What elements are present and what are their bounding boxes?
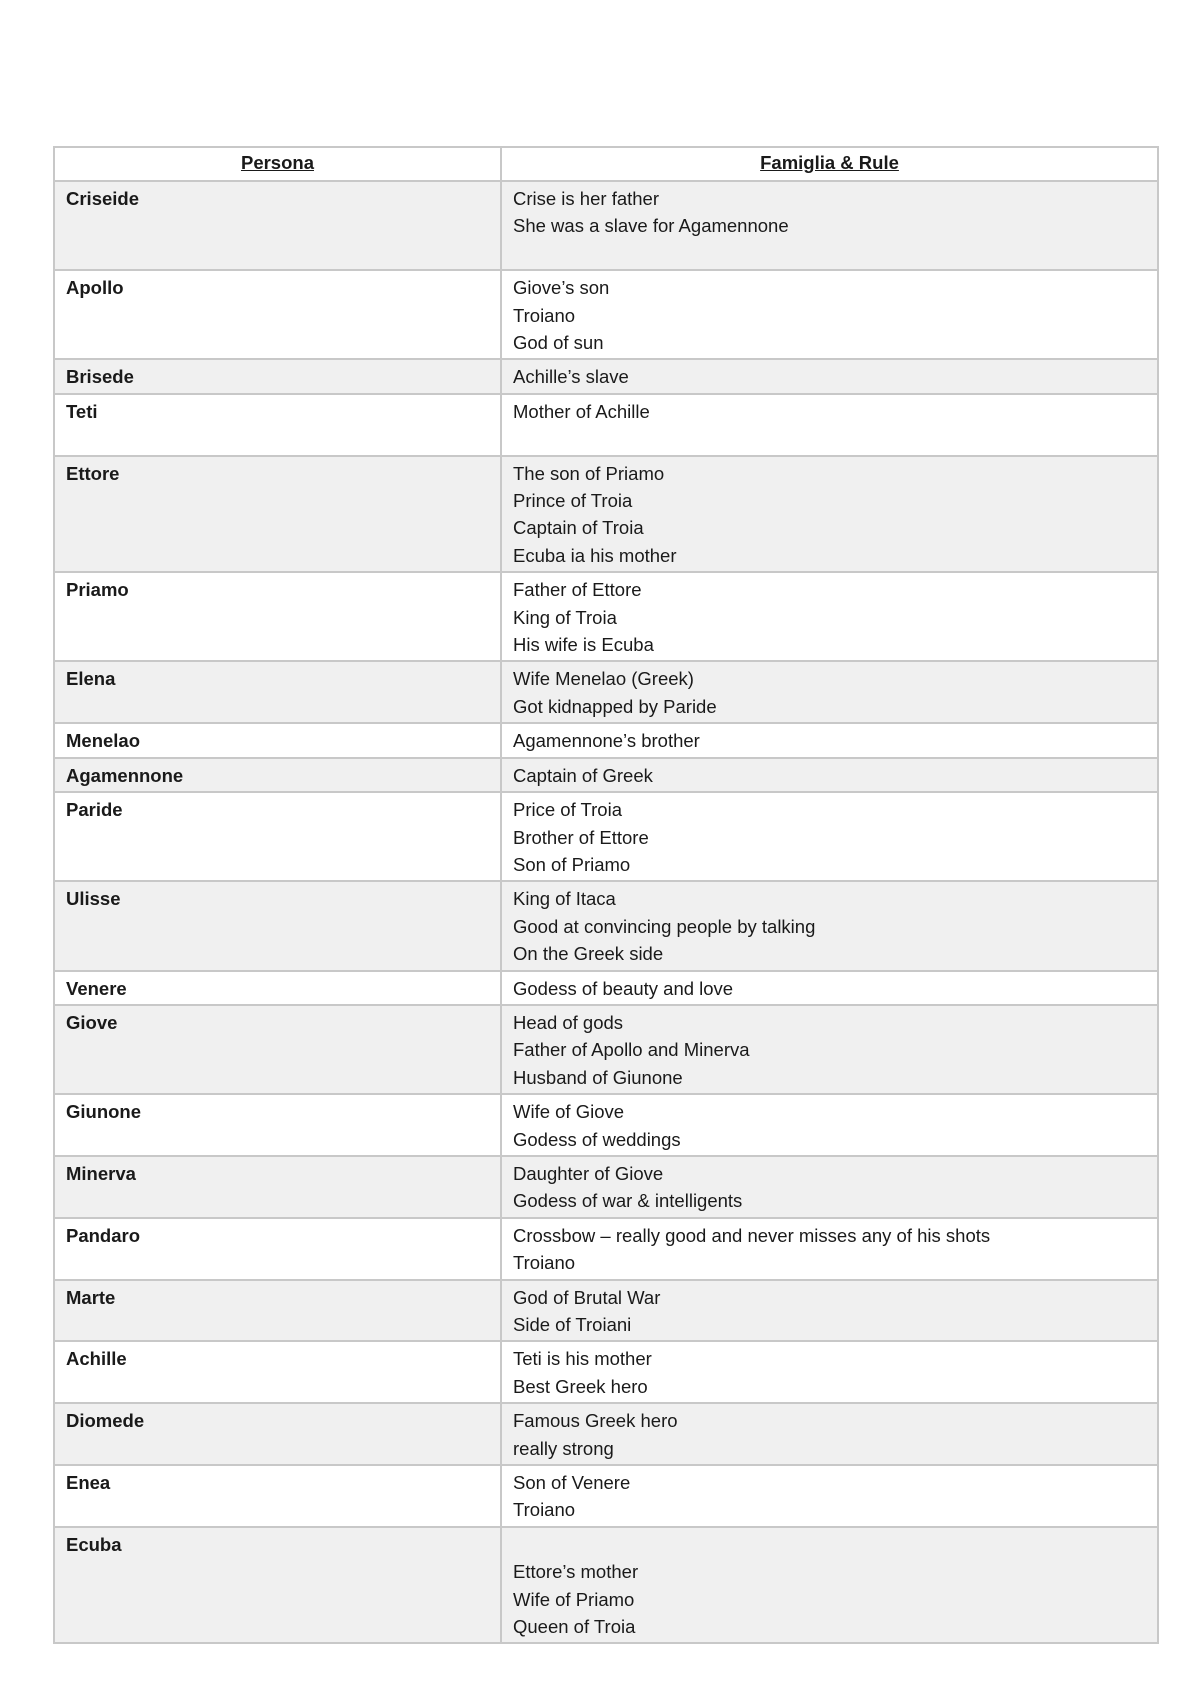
- famiglia-rule-line: Captain of Troia: [513, 517, 644, 539]
- persona-name: Enea: [54, 1465, 501, 1527]
- table-body: [54, 181, 1158, 1643]
- famiglia-rule-line: Son of Priamo: [513, 853, 631, 875]
- persona-name: Minerva: [54, 1156, 501, 1218]
- persona-name: Criseide: [54, 181, 501, 270]
- famiglia-rule-line: Giove’s son: [513, 277, 610, 299]
- persona-name: Diomede: [54, 1403, 501, 1465]
- famiglia-rule-line: Achille’s slave: [513, 366, 629, 388]
- famiglia-rule-line: Godess of weddings: [513, 1128, 681, 1150]
- table-row: [54, 971, 1158, 1005]
- famiglia-rule-line: Captain of Greek: [513, 764, 653, 786]
- table-row: [54, 1403, 1158, 1465]
- famiglia-rule-line: Father of Apollo and Minerva: [513, 1039, 750, 1061]
- persona-name: Priamo: [54, 572, 501, 661]
- famiglia-rule-line: [513, 425, 1146, 452]
- famiglia-rule-line: The son of Priamo: [513, 462, 665, 484]
- famiglia-rule-line: Husband of Giunone: [513, 1066, 683, 1088]
- persona-name: Paride: [54, 792, 501, 881]
- famiglia-rule-cell: [501, 181, 1158, 270]
- famiglia-rule-line: [513, 240, 1146, 267]
- table-row: [54, 661, 1158, 723]
- persona-name: Menelao: [54, 723, 501, 757]
- famiglia-rule-line: Wife of Priamo: [513, 1588, 635, 1610]
- famiglia-rule-line: Troiano: [513, 1252, 576, 1274]
- famiglia-rule-line: Queen of Troia: [513, 1616, 636, 1638]
- persona-name: Ettore: [54, 456, 501, 573]
- table-row: [54, 270, 1158, 359]
- famiglia-rule-line: Got kidnapped by Paride: [513, 695, 717, 717]
- famiglia-rule-line: God of sun: [513, 332, 604, 354]
- persona-name: Teti: [54, 394, 501, 456]
- table-row: [54, 394, 1158, 456]
- table-row: [54, 723, 1158, 757]
- famiglia-rule-line: Mother of Achille: [513, 400, 650, 422]
- famiglia-rule-line: Price of Troia: [513, 799, 622, 821]
- famiglia-rule-line: His wife is Ecuba: [513, 634, 654, 656]
- famiglia-rule-line: really strong: [513, 1437, 614, 1459]
- persona-name: Apollo: [54, 270, 501, 359]
- famiglia-rule-line: Side of Troiani: [513, 1314, 632, 1335]
- famiglia-rule-cell: [501, 1403, 1158, 1465]
- famiglia-rule-line: Godess of beauty and love: [513, 977, 734, 999]
- famiglia-rule-cell: [501, 881, 1158, 970]
- persona-name: Ulisse: [54, 881, 501, 970]
- famiglia-rule-cell: [501, 792, 1158, 881]
- famiglia-rule-line: Troiano: [513, 304, 576, 326]
- famiglia-rule-cell: [501, 971, 1158, 1005]
- persona-name: Agamennone: [54, 758, 501, 792]
- famiglia-rule-line: She was a slave for Agamennone: [513, 215, 789, 237]
- famiglia-rule-line: Crise is her father: [513, 188, 659, 209]
- famiglia-rule-line: [513, 1531, 1146, 1558]
- famiglia-rule-line: Prince of Troia: [513, 490, 633, 512]
- famiglia-rule-line: King of Itaca: [513, 888, 616, 910]
- famiglia-rule-line: Ettore’s mother: [513, 1561, 639, 1583]
- table-row: [54, 1527, 1158, 1644]
- famiglia-rule-cell: [501, 359, 1158, 393]
- table-row: [54, 1094, 1158, 1156]
- famiglia-rule-cell: [501, 1218, 1158, 1280]
- table-row: [54, 572, 1158, 661]
- famiglia-rule-line: Wife Menelao (Greek): [513, 668, 694, 690]
- famiglia-rule-line: Brother of Ettore: [513, 826, 649, 848]
- famiglia-rule-line: Troiano: [513, 1499, 576, 1521]
- famiglia-rule-cell: [501, 456, 1158, 573]
- famiglia-rule-cell: [501, 270, 1158, 359]
- table-row: [54, 1156, 1158, 1218]
- famiglia-rule-line: Ecuba ia his mother: [513, 544, 677, 566]
- table-row: [54, 881, 1158, 970]
- famiglia-rule-line: Godess of war & intelligents: [513, 1190, 743, 1212]
- header-row: [54, 147, 1158, 181]
- famiglia-rule-line: Good at convincing people by talking: [513, 915, 816, 937]
- famiglia-rule-line: Teti is his mother: [513, 1348, 652, 1370]
- table-row: [54, 758, 1158, 792]
- famiglia-rule-cell: [501, 661, 1158, 723]
- table-row: [54, 1005, 1158, 1094]
- famiglia-rule-cell: [501, 723, 1158, 757]
- famiglia-rule-line: Father of Ettore: [513, 579, 642, 601]
- table-row: [54, 1341, 1158, 1403]
- persona-name: Achille: [54, 1341, 501, 1403]
- table-row: [54, 792, 1158, 881]
- famiglia-rule-line: Head of gods: [513, 1011, 624, 1033]
- persona-name: Marte: [54, 1280, 501, 1342]
- famiglia-rule-cell: [501, 1280, 1158, 1342]
- characters-table: [53, 146, 1159, 1644]
- famiglia-rule-cell: [501, 1341, 1158, 1403]
- table-row: [54, 181, 1158, 270]
- header-famiglia-rule: Famiglia & Rule: [501, 147, 1158, 181]
- table-row: [54, 456, 1158, 573]
- persona-name: Giove: [54, 1005, 501, 1094]
- famiglia-rule-line: God of Brutal War: [513, 1286, 661, 1308]
- famiglia-rule-line: Daughter of Giove: [513, 1162, 664, 1184]
- famiglia-rule-line: Best Greek hero: [513, 1375, 648, 1397]
- famiglia-rule-cell: [501, 758, 1158, 792]
- persona-name: Venere: [54, 971, 501, 1005]
- document-page: [53, 146, 1157, 1644]
- persona-name: Brisede: [54, 359, 501, 393]
- table-row: [54, 359, 1158, 393]
- famiglia-rule-line: King of Troia: [513, 606, 617, 628]
- persona-name: Pandaro: [54, 1218, 501, 1280]
- famiglia-rule-cell: [501, 1465, 1158, 1527]
- persona-name: Ecuba: [54, 1527, 501, 1644]
- famiglia-rule-cell: [501, 1005, 1158, 1094]
- famiglia-rule-cell: [501, 394, 1158, 456]
- famiglia-rule-line: Son of Venere: [513, 1472, 631, 1494]
- persona-name: Elena: [54, 661, 501, 723]
- famiglia-rule-line: Crossbow – really good and never misses any of his shots: [513, 1224, 991, 1246]
- famiglia-rule-cell: [501, 1527, 1158, 1644]
- famiglia-rule-cell: [501, 1156, 1158, 1218]
- table-row: [54, 1218, 1158, 1280]
- table-row: [54, 1280, 1158, 1342]
- famiglia-rule-cell: [501, 1094, 1158, 1156]
- famiglia-rule-line: On the Greek side: [513, 943, 664, 965]
- persona-name: Giunone: [54, 1094, 501, 1156]
- famiglia-rule-line: Famous Greek hero: [513, 1410, 678, 1432]
- famiglia-rule-line: Wife of Giove: [513, 1101, 625, 1123]
- table-row: [54, 1465, 1158, 1527]
- famiglia-rule-line: Agamennone’s brother: [513, 730, 700, 752]
- header-persona: Persona: [54, 147, 501, 181]
- famiglia-rule-cell: [501, 572, 1158, 661]
